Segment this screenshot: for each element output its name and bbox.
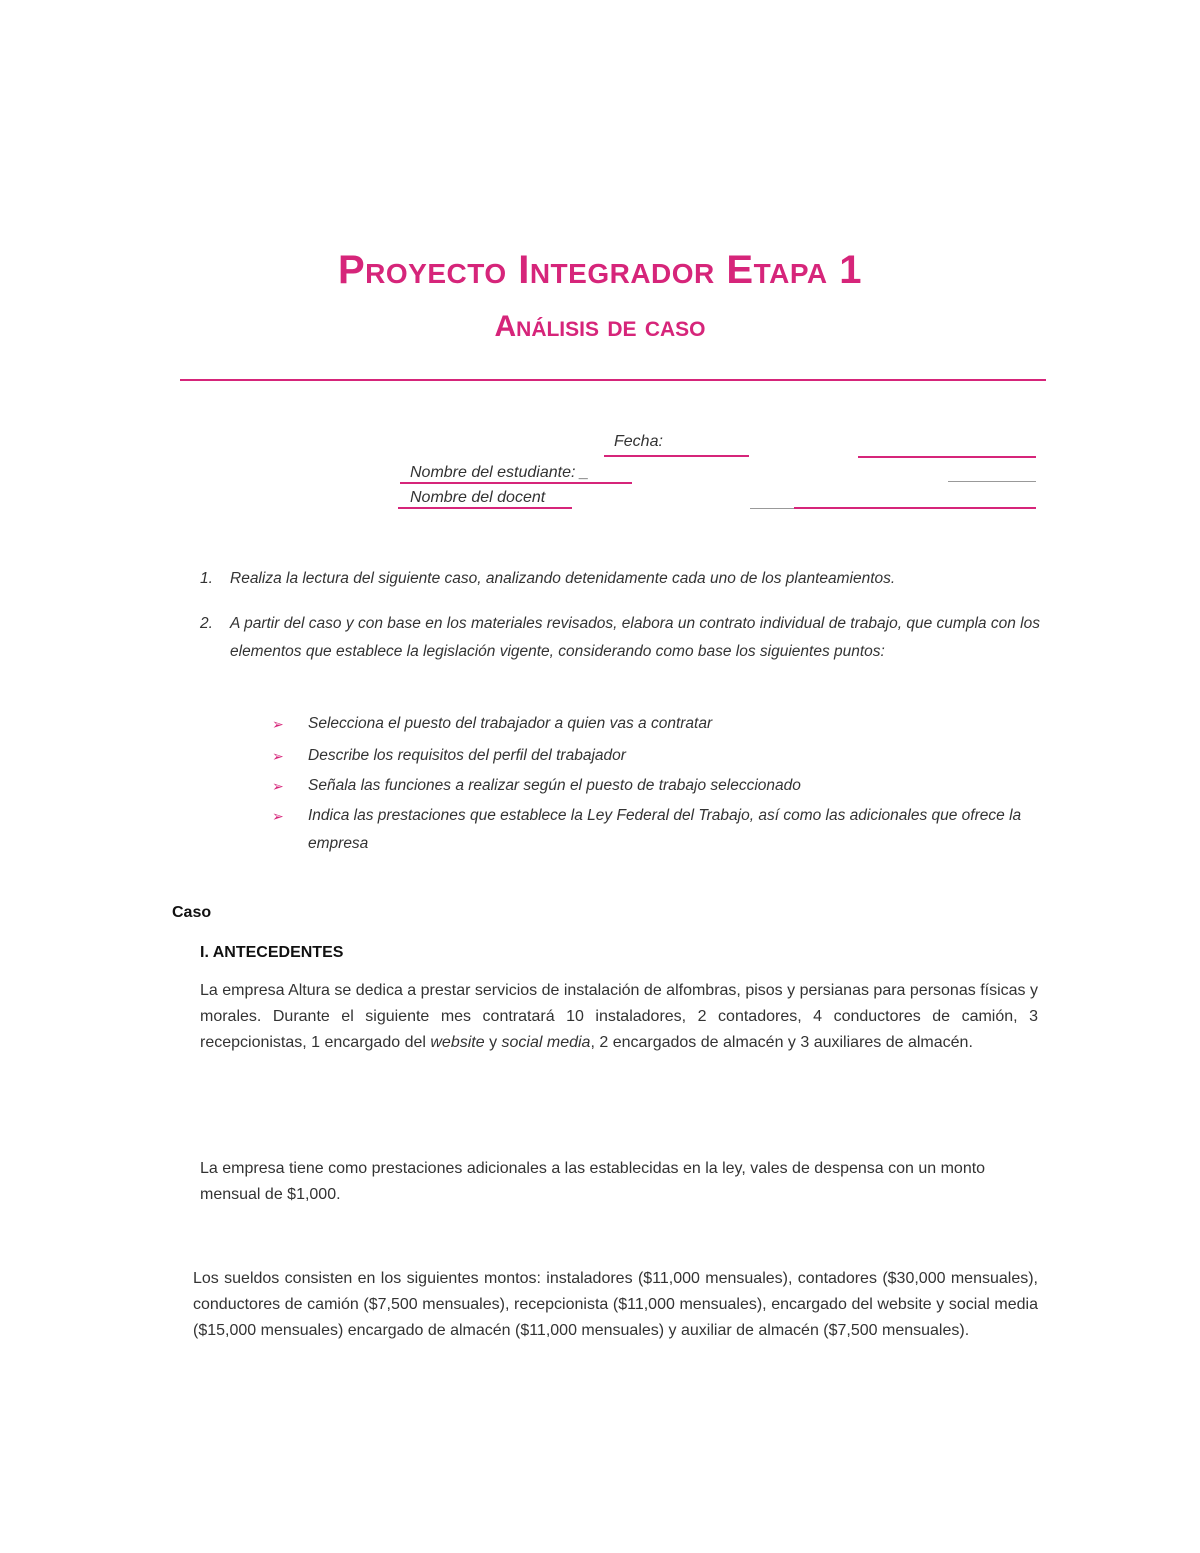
arrow-bullet-icon: ➢ [272, 808, 284, 824]
bullet-text: Selecciona el puesto del trabajador a quien vas a contratar [308, 715, 713, 732]
bullet-text: Describe los requisitos del perfil del trabajador [308, 747, 626, 764]
arrow-bullet-icon: ➢ [272, 778, 284, 794]
case-paragraph-3: Los sueldos consisten en los siguientes montos: instaladores ($11,000 mensuales), contadores ($30,000 mensuales), conductores de camión ($7,500 mensuales), recepcionista ($11,000 mensuales), encargado del website y social media ($15,000 mensuales) encargado de almacén ($11,000 mensuales) y auxiliar de almacén ($7,500 mensuales). [193, 1270, 1038, 1339]
docente-line-1 [398, 507, 572, 509]
document-subtitle: Análisis de caso [494, 310, 706, 343]
title-divider [180, 379, 1046, 381]
p1-website: website [430, 1034, 485, 1051]
fecha-line-1 [604, 455, 749, 457]
bullet-text: Indica las prestaciones que establece la Ley Federal del Trabajo, así como las adicionales que ofrece la empresa [308, 807, 1022, 852]
bullet-text: Señala las funciones a realizar según el puesto de trabajo seleccionado [308, 777, 801, 794]
estudiante-line-1 [400, 482, 632, 484]
docente-line-3 [794, 507, 1036, 509]
case-paragraph-1 [200, 978, 1038, 1056]
arrow-bullet-icon: ➢ [272, 748, 284, 764]
docente-label: Nombre del docent [410, 489, 546, 506]
instruction-item [200, 565, 1040, 593]
estudiante-label: Nombre del estudiante: _ [410, 464, 589, 481]
bullet-item [272, 742, 1040, 770]
case-paragraph-2: La empresa tiene como prestaciones adicionales a las establecidas en la ley, vales de despensa con un monto mensual de $1,000. [200, 1160, 986, 1203]
p1-part-a: La empresa Altura se dedica a prestar servicios de instalación de alfombras, pisos y persianas para personas físicas y morales. Durante el siguiente mes contratará 10 instaladores, 2 contadores, 4 conductores de camión, 3 recepcionistas, 1 encargado del [200, 982, 1038, 1051]
document-title: Proyecto Integrador Etapa 1 [337, 248, 862, 292]
instruction-item [200, 610, 1040, 666]
docente-line-2 [750, 508, 794, 509]
estudiante-line-2 [948, 481, 1036, 482]
fecha-label: Fecha: [614, 433, 663, 450]
instruction-number: 1. [200, 570, 213, 587]
fecha-line-2 [858, 456, 1036, 458]
instruction-number: 2. [200, 615, 213, 632]
bullet-item [272, 710, 1040, 738]
p1-part-b: , 2 encargados de almacén y 3 auxiliares de almacén. [590, 1034, 973, 1051]
p1-and: y [484, 1034, 502, 1051]
bullet-item [272, 802, 1040, 858]
p1-social-media: social media [501, 1034, 591, 1051]
instruction-text: A partir del caso y con base en los materiales revisados, elabora un contrato individual de trabajo, que cumpla con los elementos que establece la legislación vigente, considerando como base los siguientes puntos: [230, 615, 1040, 660]
arrow-bullet-icon: ➢ [272, 716, 284, 732]
instruction-text: Realiza la lectura del siguiente caso, analizando detenidamente cada uno de los planteamientos. [230, 570, 896, 587]
section-heading: I. ANTECEDENTES [200, 944, 344, 961]
bullet-item [272, 772, 1040, 800]
case-heading: Caso [172, 904, 212, 921]
